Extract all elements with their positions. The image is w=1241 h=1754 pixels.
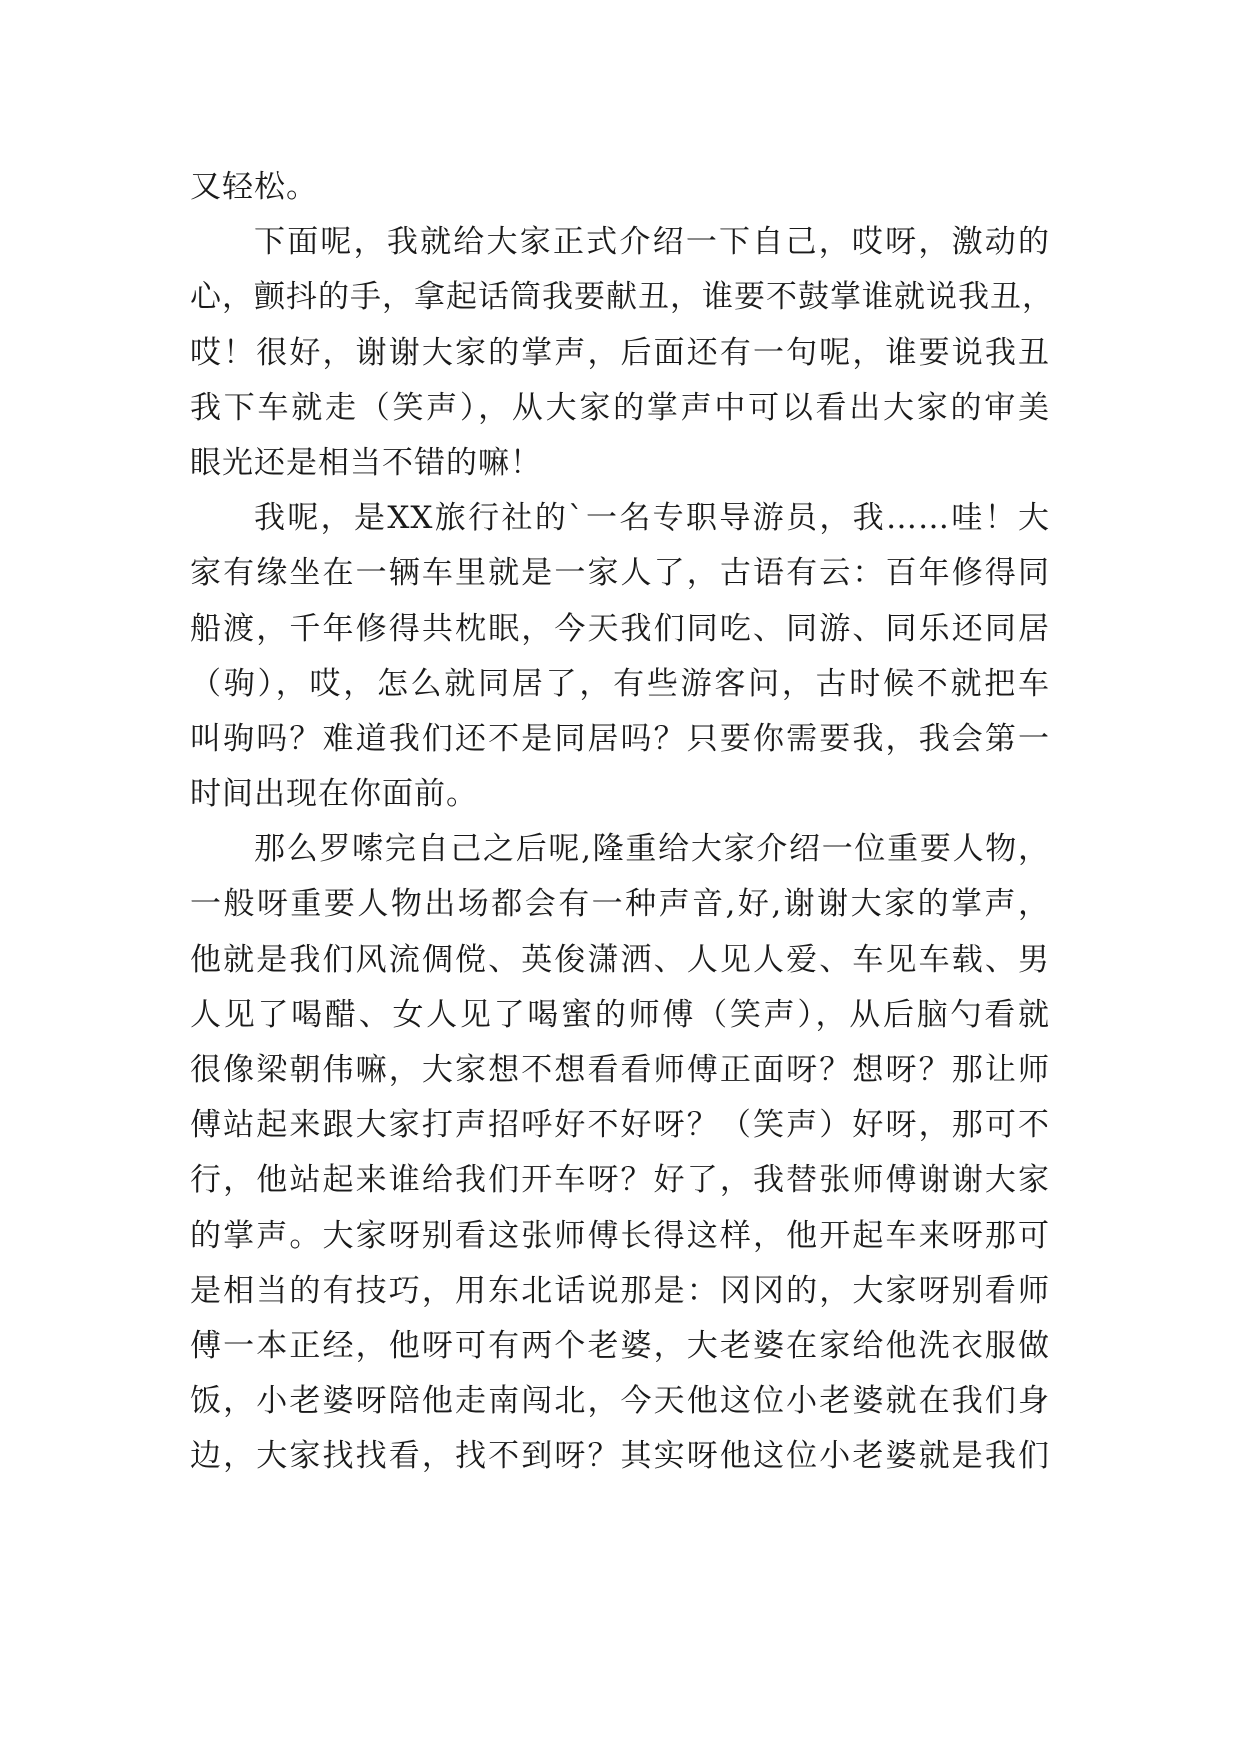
text-line: 我下车就走（笑声），从大家的掌声中可以看出大家的审美 xyxy=(190,389,1050,426)
text-line: 心，颤抖的手，拿起话筒我要献丑，谁要不鼓掌谁就说我丑， xyxy=(190,279,1054,316)
text-line: （驹），哎，怎么就同居了，有些游客问，古时候不就把车 xyxy=(190,665,1050,702)
text-line: 家有缘坐在一辆车里就是一家人了，古语有云：百年修得同 xyxy=(190,555,1050,592)
text-line: 饭，小老婆呀陪他走南闯北，今天他这位小老婆就在我们身 xyxy=(190,1383,1050,1420)
document-body xyxy=(190,160,1054,1485)
text-line: 眼光还是相当不错的嘛！ xyxy=(190,444,542,481)
text-line: 时间出现在你面前。 xyxy=(190,776,478,813)
text-line: 傅站起来跟大家打声招呼好不好呀？（笑声）好呀，那可不 xyxy=(190,1107,1050,1144)
paragraph-self-introduction xyxy=(190,215,1054,491)
text-line: 傅一本正经，他呀可有两个老婆，大老婆在家给他洗衣服做 xyxy=(190,1327,1050,1364)
text-line: 是相当的有技巧，用东北话说那是：冈冈的，大家呀别看师 xyxy=(190,1272,1050,1309)
text-line: 哎！很好，谢谢大家的掌声，后面还有一句呢，谁要说我丑 xyxy=(190,334,1050,371)
paragraph-continuation xyxy=(190,160,1050,215)
text-line: 他就是我们风流倜傥、英俊潇洒、人见人爱、车见车载、男 xyxy=(190,941,1050,978)
text-line: 行，他站起来谁给我们开车呀？好了，我替张师傅谢谢大家 xyxy=(190,1162,1050,1199)
text-line: 船渡，千年修得共枕眠，今天我们同吃、同游、同乐还同居 xyxy=(190,610,1050,647)
paragraph-driver-intro xyxy=(190,822,1050,1484)
text-line: 那么罗嗦完自己之后呢,隆重给大家介绍一位重要人物， xyxy=(254,831,1050,868)
text-line: 边，大家找找看，找不到呀？其实呀他这位小老婆就是我们 xyxy=(190,1438,1050,1475)
text-line: 下面呢，我就给大家正式介绍一下自己，哎呀，激动的 xyxy=(254,224,1050,261)
text-line: 很像梁朝伟嘛，大家想不想看看师傅正面呀？想呀？那让师 xyxy=(190,1052,1050,1088)
text-line: 我呢，是XX旅行社的`一名专职导游员，我……哇！大 xyxy=(254,500,1050,537)
text-line: 一般呀重要人物出场都会有一种声音,好,谢谢大家的掌声， xyxy=(190,886,1050,923)
text-line: 又轻松。 xyxy=(190,169,318,205)
paragraph-guide-intro xyxy=(190,491,1050,822)
text-line: 人见了喝醋、女人见了喝蜜的师傅（笑声），从后脑勺看就 xyxy=(190,996,1050,1033)
text-line: 叫驹吗？难道我们还不是同居吗？只要你需要我，我会第一 xyxy=(190,720,1050,757)
text-line: 的掌声。大家呀别看这张师傅长得这样，他开起车来呀那可 xyxy=(190,1217,1050,1254)
